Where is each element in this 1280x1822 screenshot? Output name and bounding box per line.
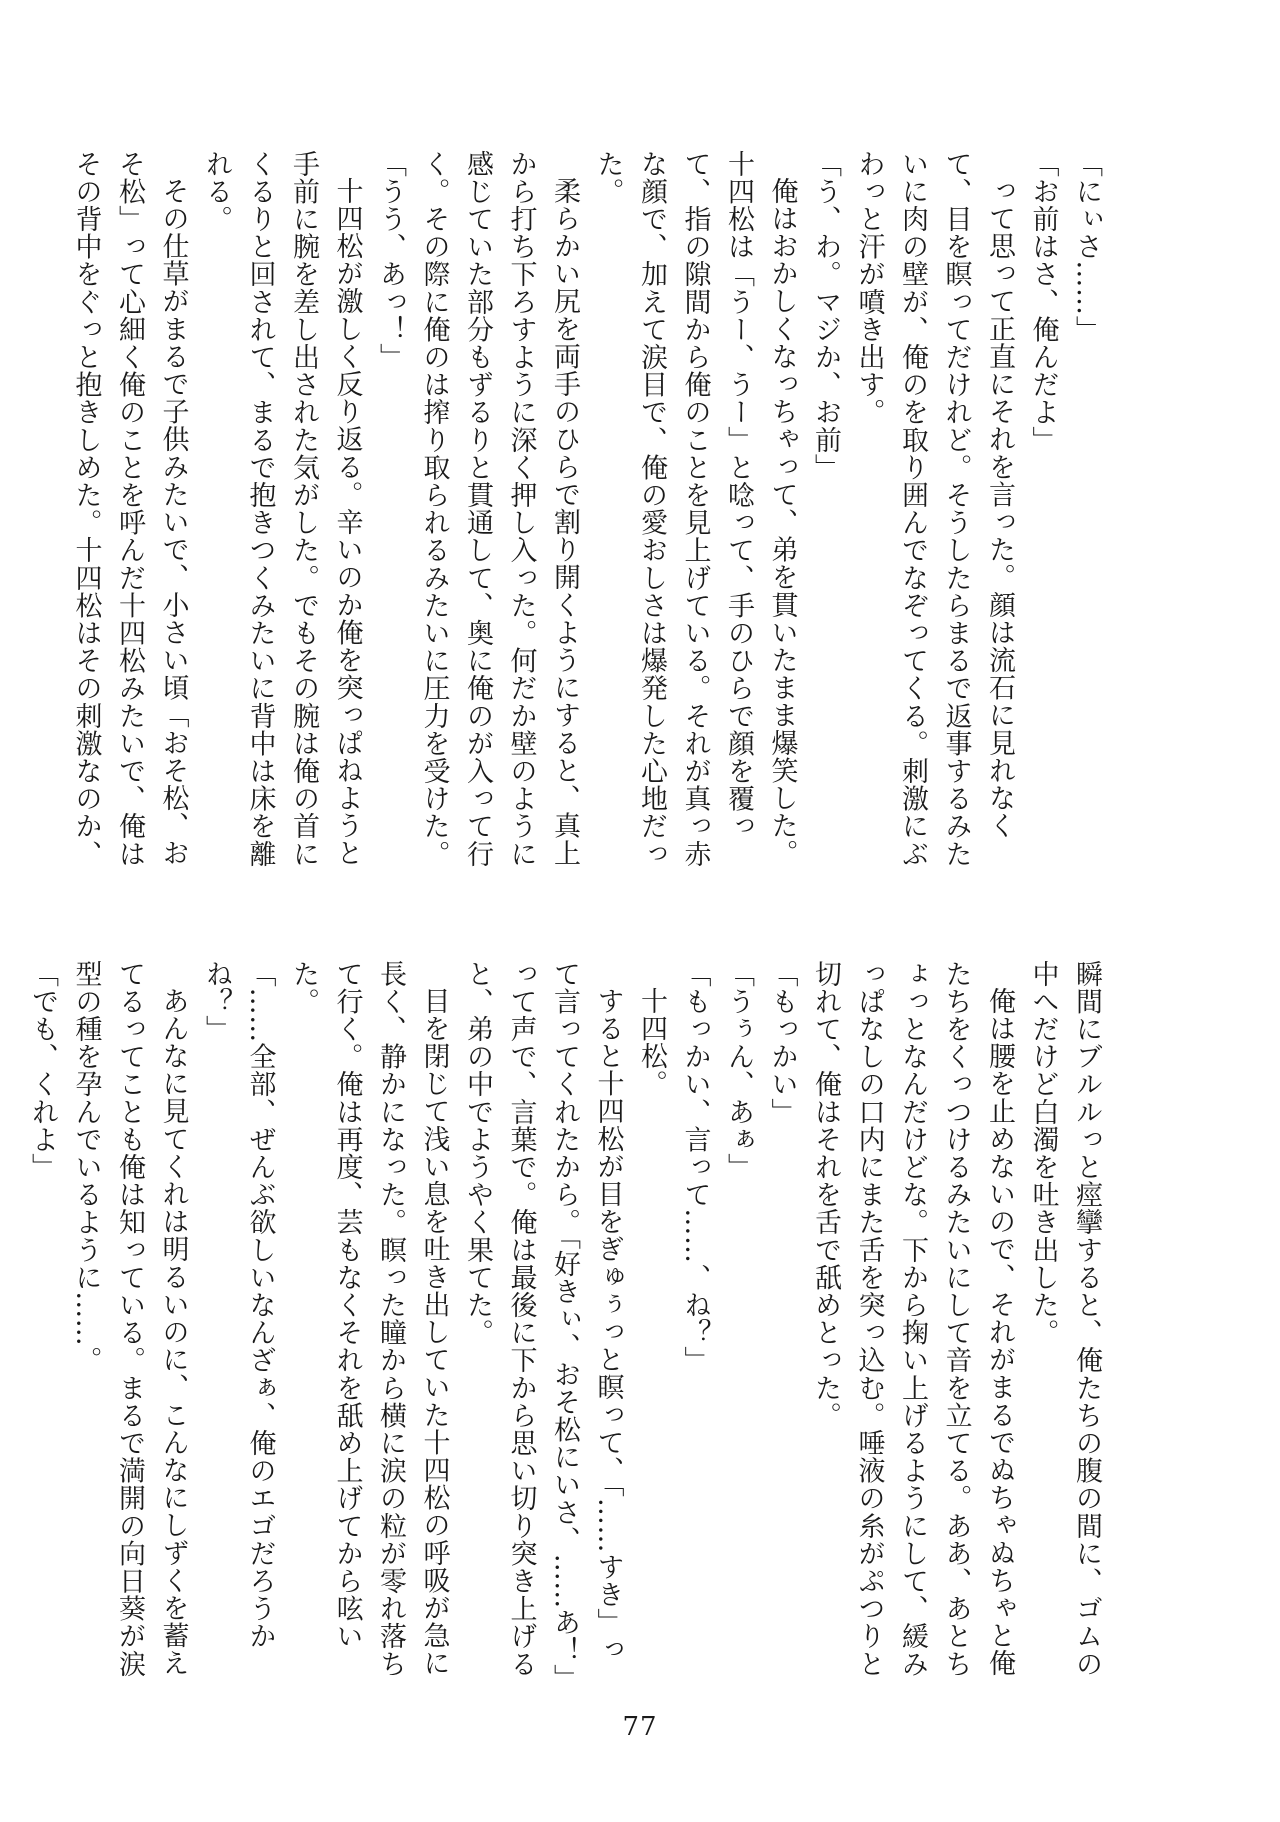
- paragraph: 「でも、くれよ」: [27, 960, 58, 1181]
- paragraph: 十四松が激しく反り返る。辛いのか俺を突っぱねようと手前に腕を差し出された気がした。でもその腕は俺の首にくるりと回されて、まるで抱きつくみたいに背中は床を離れる。: [201, 150, 363, 868]
- paragraph: 俺は腰を止めないので、それがまるでぬちゃぬちゃと俺たちをくっつけるみたいにして音を立てる。ああ、あとちょっとなんだけどな。下から掬い上げるようにして、緩みっぱなしの口内にまた舌を突っ込む。唾液の糸がぷつりと切れて、俺はそれを舌で舐めとった。: [810, 960, 1015, 1678]
- paragraph: 柔らかい尻を両手のひらで割り開くようにすると、真上から打ち下ろすように深く押し入った。何だか壁のように感じていた部分もずるりと貫通して、奥に俺のが入って行く。その際に俺のは搾り取られるみたいに圧力を受けた。: [418, 150, 580, 868]
- paragraph: その仕草がまるで子供みたいで、小さい頃「おそ松、おそ松」って心細く俺のことを呼んだ十四松みたいで、俺はその背中をぐっと抱きしめた。十四松はその刺激なのか、: [70, 150, 189, 868]
- paragraph: 十四松。: [636, 987, 667, 1098]
- paragraph: 「うぅん、あぁ」: [723, 960, 754, 1181]
- paragraph: 俺はおかしくなっちゃって、弟を貫いたまま爆笑した。十四松は「うー、うー」と唸って、手のひらで顔を覆って、指の隙間から俺のことを見上げている。それが真っ赤な顔で、加えて涙目で、俺の愛おしさは爆発した心地だった。: [592, 150, 798, 868]
- page-number: 77: [622, 1712, 658, 1742]
- paragraph: すると十四松が目をぎゅぅっと瞑って、「……すき」って言ってくれたから。「好きぃ、おそ松にいさ、……あ！」って声で、言葉で。俺は最後に下から思い切り突き上げると、弟の中でようやく果てた。: [462, 960, 624, 1679]
- paragraph: 目を閉じて浅い息を吐き出していた十四松の呼吸が急に長く、静かになった。瞑った瞳から横に涙の粒が零れ落ちて行く。俺は再度、芸もなくそれを舐め上げてから呟いた。: [288, 960, 450, 1678]
- paragraph: 「お前はさ、俺んだよ」: [1027, 150, 1059, 454]
- paragraph: 「……全部、ぜんぶ欲しいなんざぁ、俺のエゴだろうかね？」: [201, 960, 276, 1650]
- text-block-bottom: [27, 960, 1108, 1680]
- paragraph: 「にぃさ……」: [1071, 150, 1102, 344]
- paragraph: 「もっかい」: [766, 960, 798, 1126]
- paragraph: あんなに見てくれは明るいのに、こんなにしずくを蓄えてるってことも俺は知っている。まるで満開の向日葵が涙型の種を孕んでいるように……。: [70, 960, 189, 1678]
- paragraph: 瞬間にブルルっと痙攣すると、俺たちの腹の間に、ゴムの中へだけど白濁を吐き出した。: [1027, 960, 1102, 1678]
- paragraph: って思って正直にそれを言った。顔は流石に見れなくて、目を瞑ってだけれど。そうしたらまるで返事するみたいに肉の壁が、俺のを取り囲んでなぞってくる。刺激にぶわっと汗が噴き出す。: [853, 150, 1015, 868]
- text-block-top: [70, 150, 1108, 870]
- paragraph: 「うう、あっ！」: [375, 150, 406, 371]
- paragraph: 「う、わ。マジか、お前」: [810, 150, 841, 482]
- paragraph: 「もっかい、言って……、ね？」: [679, 960, 711, 1374]
